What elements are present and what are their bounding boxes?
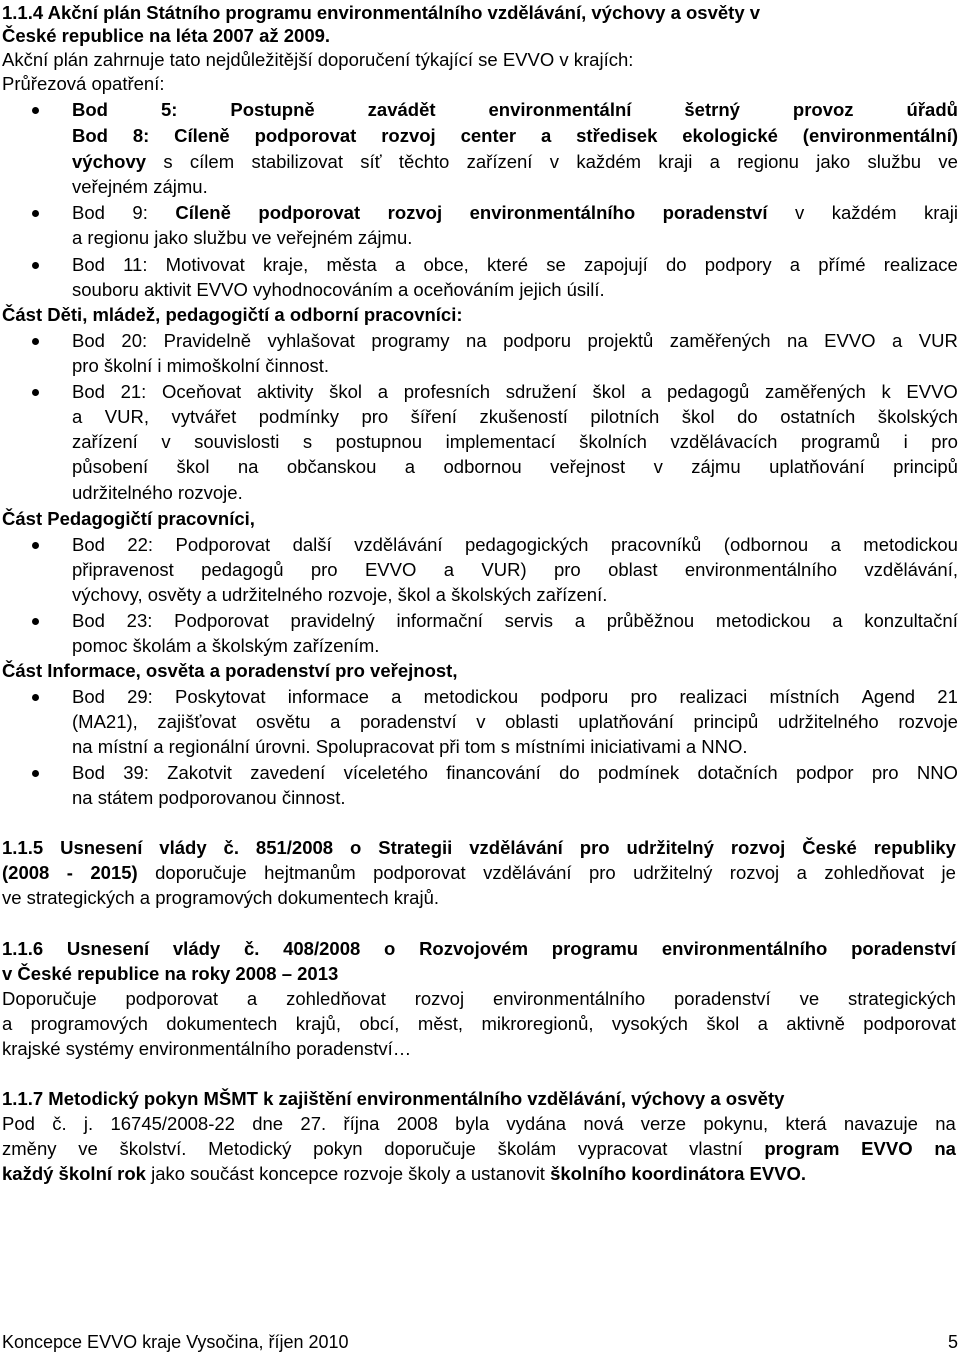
list-item-bod-21-line4: působení škol na občanskou a odbornou veřejnost v zájmu uplatňování principů: [72, 456, 958, 477]
list-item-bod-5: Bod 5: Postupně zavádět environmentální šetrný provoz úřadů: [72, 99, 958, 120]
bullet-icon: [32, 542, 39, 549]
bullet-icon: [32, 389, 39, 396]
section-heading-1-1-4: 1.1.4 Akční plán Státního programu environmentálního vzdělávání, výchovy a osvěty v: [2, 2, 761, 23]
bullet-icon: [32, 770, 39, 777]
list-item-bod-21-end: udržitelného rozvoje.: [72, 482, 243, 503]
list-item-bod-29: Bod 29: Poskytovat informace a metodickou podporu pro realizaci místních Agend 21: [72, 686, 958, 707]
bullet-icon: [32, 262, 39, 269]
list-item-bod-11-cont: souboru aktivit EVVO vyhodnocováním a oceňováním jejich úsilí.: [72, 279, 605, 300]
list-item-bod-29-end: na místní a regionální úrovni. Spolupracovat při tom s místními iniciativami a NNO.: [72, 736, 748, 757]
section-1-1-6-line2: a programových dokumentech krajů, obcí, měst, mikroregionů, vysokých škol a aktivně podporovat: [2, 1013, 956, 1034]
list-item-bod-23-cont: pomoc školám a školským zařízením.: [72, 635, 380, 656]
section-1-1-7-line3: každý školní rok jako součást koncepce rozvoje školy a ustanovit školního koordinátora EVVO.: [2, 1163, 807, 1184]
section-heading-1-1-7: 1.1.7 Metodický pokyn MŠMT k zajištění environmentálního vzdělávání, výchovy a osvěty: [2, 1088, 785, 1109]
section-1-1-7-line1: Pod č. j. 16745/2008-22 dne 27. října 2008 byla vydána nová verze pokynu, která navazuje na: [2, 1113, 956, 1134]
list-item-bod-8-cont: výchovy s cílem stabilizovat síť těchto zařízení v každém kraji a regionu jako službu ve: [72, 151, 958, 172]
bullet-icon: [32, 618, 39, 625]
section-1-1-5-line3: ve strategických a programových dokumentech krajů.: [2, 887, 440, 908]
page-number: 5: [947, 1332, 958, 1352]
children-section-title: Část Děti, mládež, pedagogičtí a odborní pracovníci:: [2, 304, 463, 325]
list-item-bod-11: Bod 11: Motivovat kraje, města a obce, které se zapojují do podpory a přímé realizace: [72, 254, 958, 275]
section-1-1-6-line3: krajské systémy environmentálního poradenství…: [2, 1038, 412, 1059]
list-item-bod-21: Bod 21: Oceňovat aktivity škol a profesních sdružení škol a pedagogů zaměřených k EVVO: [72, 381, 958, 402]
bullet-icon: [32, 694, 39, 701]
list-item-bod-20-cont: pro školní i mimoškolní činnost.: [72, 355, 330, 376]
footer-text: Koncepce EVVO kraje Vysočina, říjen 2010: [2, 1332, 349, 1352]
section-1-1-5-line2: (2008 - 2015) doporučuje hejtmanům podporovat vzdělávání pro udržitelný rozvoj a zohledňovat je: [2, 862, 956, 883]
bullet-icon: [32, 210, 39, 217]
list-item-bod-39: Bod 39: Zakotvit zavedení víceletého financování do podmínek dotačních podpor pro NNO: [72, 762, 958, 783]
list-item-bod-22-end: výchovy, osvěty a udržitelného rozvoje, škol a školských zařízení.: [72, 584, 608, 605]
section-heading-1-1-4-cont: České republice na léta 2007 až 2009.: [2, 25, 331, 46]
list-item-bod-21-line2: a VUR, vytvářet podmínky pro šíření zkušeností pilotních škol do ostatních školských: [72, 406, 958, 427]
list-item-bod-22: Bod 22: Podporovat další vzdělávání pedagogických pracovníků (odbornou a metodickou: [72, 534, 958, 555]
cross-measures-title: Průřezová opatření:: [2, 73, 165, 94]
intro-paragraph: Akční plán zahrnuje tato nejdůležitější doporučení týkající se EVVO v krajích:: [2, 49, 634, 70]
section-1-1-6-line1: Doporučuje podporovat a zohledňovat rozvoj environmentálního poradenství ve strategických: [2, 988, 956, 1009]
section-heading-1-1-6-cont: v České republice na roky 2008 – 2013: [2, 963, 339, 984]
list-item-bod-23: Bod 23: Podporovat pravidelný informační servis a průběžnou metodickou a konzultační: [72, 610, 958, 631]
page-footer: [2, 1330, 958, 1354]
bullet-icon: [32, 338, 39, 345]
bullet-icon: [32, 107, 39, 114]
list-item-bod-39-cont: na státem podporovanou činnost.: [72, 787, 346, 808]
list-item-bod-20: Bod 20: Pravidelně vyhlašovat programy na podporu projektů zaměřených na EVVO a VUR: [72, 330, 958, 351]
list-item-bod-29-line2: (MA21), zajišťovat osvětu a poradenství v oblasti uplatňování principů udržitelného rozvoje: [72, 711, 958, 732]
list-item-bod-22-line2: připravenost pedagogů pro EVVO a VUR) pro oblast environmentálního vzdělávání,: [72, 559, 958, 580]
section-heading-1-1-6: 1.1.6 Usnesení vlády č. 408/2008 o Rozvojovém programu environmentálního poradenství: [2, 938, 956, 959]
public-section-title: Část Informace, osvěta a poradenství pro veřejnost,: [2, 660, 458, 681]
list-item-bod-8: Bod 8: Cíleně podporovat rozvoj center a středisek ekologické (environmentální): [72, 125, 958, 146]
list-item-bod-8-end: veřejném zájmu.: [72, 176, 208, 197]
teachers-section-title: Část Pedagogičtí pracovníci,: [2, 508, 255, 529]
list-item-bod-21-line3: zařízení v souvislosti s postupnou implementací školních vzdělávacích programů i pro: [72, 431, 958, 452]
section-1-1-7-line2: změny ve školství. Metodický pokyn doporučuje školám vypracovat vlastní program EVVO na: [2, 1138, 956, 1159]
list-item-bod-9: Bod 9: Cíleně podporovat rozvoj environmentálního poradenství v každém kraji: [72, 202, 958, 223]
section-heading-1-1-5: 1.1.5 Usnesení vlády č. 851/2008 o Strategii vzdělávání pro udržitelný rozvoj České republiky: [2, 837, 956, 858]
list-item-bod-9-cont: a regionu jako službu ve veřejném zájmu.: [72, 227, 413, 248]
